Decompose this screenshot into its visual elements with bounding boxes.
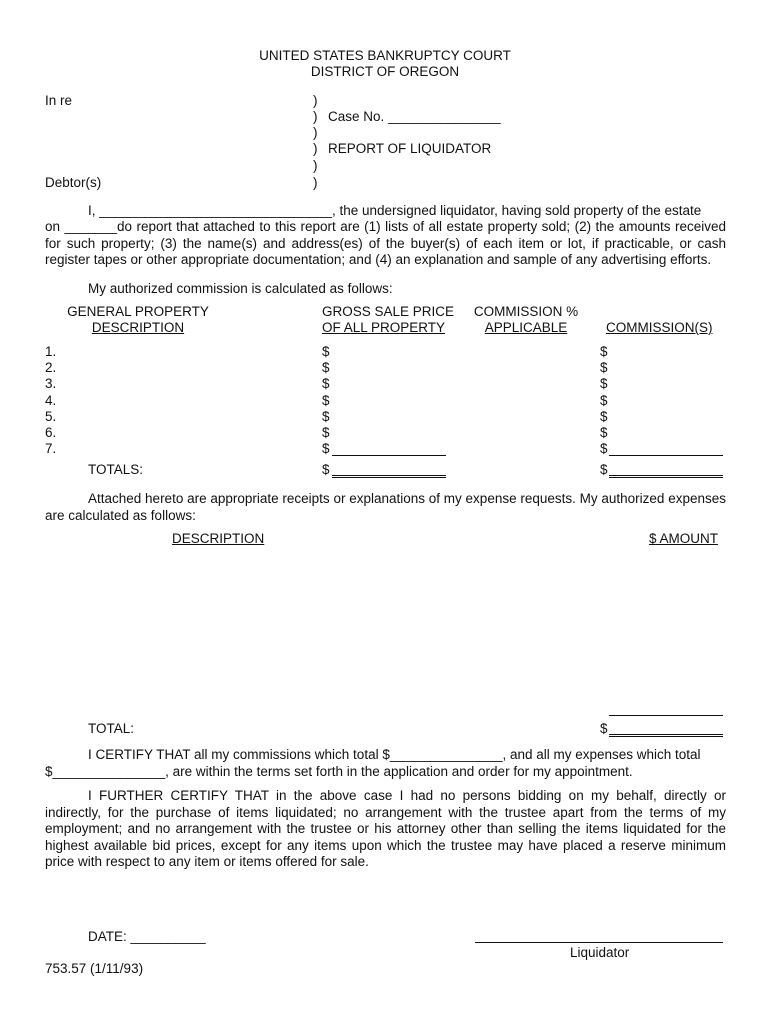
- caption-paren: ): [313, 125, 318, 140]
- certify-line-1: I CERTIFY THAT all my commissions which total $_______________, and all my expenses which total: [88, 747, 701, 762]
- gross-price-dollar: $: [322, 425, 330, 440]
- row-number: 3.: [45, 376, 57, 391]
- caption-paren: ): [313, 109, 318, 124]
- in-re-label: In re: [45, 93, 73, 108]
- commission-dollar: $: [600, 409, 608, 424]
- col-header-commission-pct: APPLICABLE: [484, 320, 568, 335]
- col-header-commission-pct: COMMISSION %: [473, 304, 579, 319]
- commission-dollar: $: [600, 344, 608, 359]
- certify-line-2: $_______________, are within the terms set forth in the application and order for my appointment.: [45, 764, 633, 779]
- row-number: 4.: [45, 393, 57, 408]
- col-header-gross-price: OF ALL PROPERTY: [322, 320, 446, 335]
- totals-label: TOTALS:: [88, 462, 144, 477]
- expenses-total-line: [609, 734, 723, 735]
- caption-paren: ): [313, 141, 318, 156]
- commission-dollar: $: [600, 360, 608, 375]
- gross-price-dollar: $: [322, 441, 330, 456]
- expenses-total-line: [609, 736, 723, 737]
- commission-total-dollar: $: [600, 462, 608, 477]
- form-number: 753.57 (1/11/93): [45, 961, 144, 976]
- gross-price-total-line: [332, 477, 446, 478]
- commission-dollar: $: [600, 425, 608, 440]
- col-header-gross-price: GROSS SALE PRICE: [322, 304, 455, 319]
- district-name: DISTRICT OF OREGON: [310, 64, 460, 79]
- commission-statement: My authorized commission is calculated as follows:: [88, 281, 393, 296]
- row-number: 2.: [45, 360, 57, 375]
- commission-dollar: $: [600, 376, 608, 391]
- gross-price-dollar: $: [322, 393, 330, 408]
- liquidator-label: Liquidator: [570, 945, 630, 960]
- col-header-description: DESCRIPTION: [91, 320, 185, 335]
- gross-price-total-dollar: $: [322, 462, 330, 477]
- report-title: REPORT OF LIQUIDATOR: [328, 141, 492, 156]
- intro-lead: I, _______________________________, the undersigned liquidator, having sold property of the estate: [88, 203, 702, 218]
- gross-price-dollar: $: [322, 360, 330, 375]
- court-name: UNITED STATES BANKRUPTCY COURT: [259, 48, 511, 63]
- further-certify-paragraph: I FURTHER CERTIFY THAT in the above case I had no persons bidding on my behalf, directly or indirectly, for the purchase of items liquidated; no arrangement with the trustee apart from the terms of my employment; and no arrangement with the trustee or his attorney other than selling the items liquidated for the highest available bid prices, except for any items upon which the trustee may have placed a reserve minimum price with respect to any item or items offered for sale.: [45, 788, 726, 869]
- expenses-amount-header: $ AMOUNT: [649, 531, 719, 546]
- caption-paren: ): [313, 158, 318, 173]
- commission-dollar: $: [600, 441, 608, 456]
- expenses-statement: Attached hereto are appropriate receipts or explanations of my expense requests. My authorized expenses are calculated as follows:: [45, 491, 726, 523]
- commission-total-line: [609, 477, 723, 478]
- commission-dollar: $: [600, 393, 608, 408]
- caption-paren: ): [313, 175, 318, 190]
- debtor-label: Debtor(s): [45, 175, 102, 190]
- gross-price-subtotal-line: [332, 455, 446, 456]
- date-field: DATE: __________: [88, 929, 206, 944]
- expenses-total-dollar: $: [600, 721, 608, 736]
- liquidator-signature-line: [475, 942, 723, 943]
- caption-paren: ): [313, 93, 318, 108]
- col-header-commissions: COMMISSION(S): [606, 320, 713, 335]
- gross-price-dollar: $: [322, 344, 330, 359]
- gross-price-dollar: $: [322, 409, 330, 424]
- case-number-field: Case No. _______________: [328, 109, 501, 124]
- row-number: 1.: [45, 344, 57, 359]
- expenses-description-header: DESCRIPTION: [172, 531, 265, 546]
- col-header-description: GENERAL PROPERTY: [67, 304, 209, 319]
- row-number: 6.: [45, 425, 57, 440]
- row-number: 7.: [45, 441, 57, 456]
- commission-total-line: [609, 475, 723, 476]
- row-number: 5.: [45, 409, 57, 424]
- expenses-subtotal-line: [609, 715, 723, 716]
- intro-body: on _______do report that attached to this report are (1) lists of all estate property sold; (2) the amounts received for such property; (3) the name(s) and address(es) of the buyer(s) of each item or lot, if practicable, or cash register tapes or other appropriate documentation; and (4) an explanation and sample of any advertising efforts.: [45, 219, 726, 267]
- commission-subtotal-line: [609, 455, 723, 456]
- expenses-total-label: TOTAL:: [88, 721, 135, 736]
- gross-price-total-line: [332, 475, 446, 476]
- gross-price-dollar: $: [322, 376, 330, 391]
